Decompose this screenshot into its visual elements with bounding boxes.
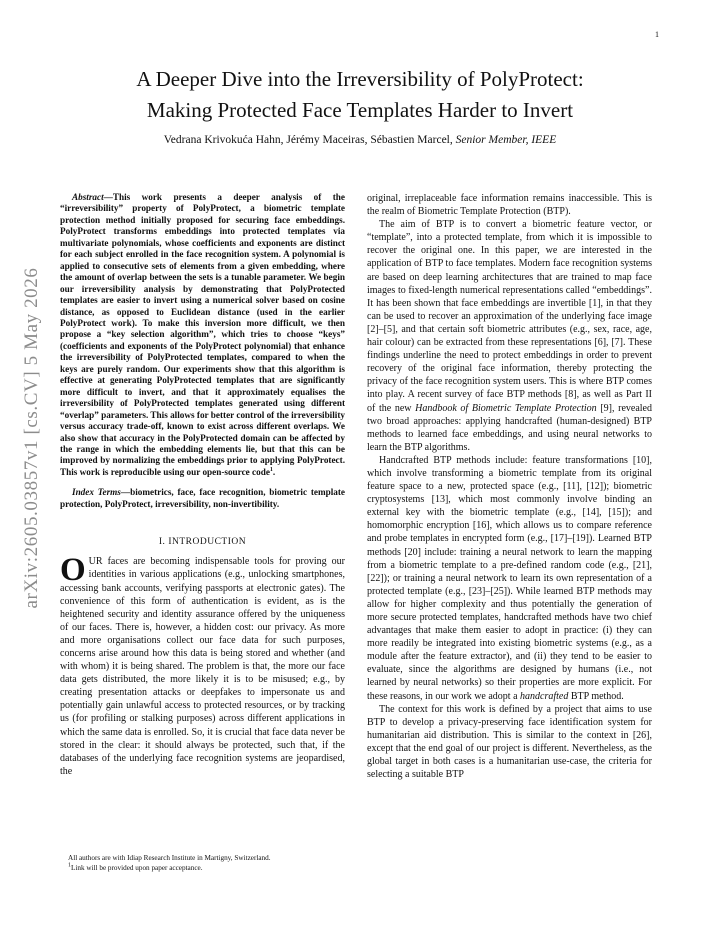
abstract-text: —This work presents a deeper analysis of the “irreversibility” property of PolyProtect, a biometric template protection method initially proposed for securing face embeddings. PolyProtect transforms embeddings into protected templates via multivariate polynomials, whose coefficients and exponents are distinct for each subject enrolled in the face recognition system. A polynomial is applied to consecutive sets of elements from a given embedding, where the amount of overlap between the sets is a tunable parameter. We begin our irreversibility analysis by demonstrating that PolyProtected templates are easier to invert using a numerical solver based on cosine distance, as opposed to Euclidean distance (used in the earlier PolyProtect work). To make this inversion more difficult, we then propose a “key selection algorithm”, which tries to choose “keys” (coefficients and exponents of the PolyProtect polynomial) that enhance the irreversibility of PolyProtected templates, compared to when the keys are purely random. Our experiments show that this algorithm is effective at generating PolyProtected templates that are significantly more difficult to invert, and that it approximately equalises the irreversibility of PolyProtected templates generated using different “overlap” parameters. This allows for better control of the irreversibility versus accuracy trade-off, known to exist across different overlaps. We also show that accuracy in the PolyProtected domain can be affected by the range in which the embedding elements lie, but that this can be improved by normalizing the embeddings prior to applying PolyProtect. This work is reproducible using our open-source code	[60, 192, 345, 477]
arxiv-stamp	[18, 208, 46, 668]
left-column	[60, 192, 345, 778]
section-title-rest: NTRODUCTION	[171, 537, 247, 548]
footnote-link-mark: 1	[68, 862, 71, 869]
paragraph-handcrafted-end: BTP method.	[568, 690, 624, 702]
author-names: Vedrana Krivokuća Hahn, Jérémy Maceiras, Sébastien Marcel,	[163, 134, 453, 146]
index-terms-text: —biometrics, face, face recognition, biometric template protection, PolyProtect, irreversibility, non-invertibility.	[60, 487, 346, 509]
paragraph-btp-aim-end: [9], revealed two broad approaches: applying handcrafted (human-designed) BTP methods to learned face embeddings, and using neural networks to learn the BTP algorithms.	[367, 402, 652, 453]
footnotes	[60, 853, 345, 873]
author-line	[60, 134, 660, 146]
paragraph-btp-aim-text: The aim of BTP is to convert a biometric feature vector, or “template”, into a protected template, from which it is impossible to recover the original one. In this paper, we are interested in the application of BTP to face templates. Modern face recognition systems are based on deep learning architectures that are trained to map face images to fixed-length numerical representations called “embeddings”. It has been shown that face embeddings are invertible [1], in that they can be used to recover an approximation of the underlying face image [2]–[5], and that certain soft biometric attributes (e.g., sex, race, age, hair colour) can be extracted from these representations [6], [7]. These findings underline the need to protect embeddings in order to prevent recovery of the original face information, thereby protecting the privacy of the face recognition system users. This is where BTP comes into play. A recent survey of face BTP methods [8], as well as Part II of the new	[367, 219, 652, 414]
handcrafted-emphasis: handcrafted	[520, 690, 569, 702]
footnote-link-text: Link will be provided upon paper acceptance.	[71, 864, 203, 872]
section-title-first: I	[168, 537, 172, 548]
footnote-affiliation: All authors are with Idiap Research Institute in Martigny, Switzerland.	[68, 854, 271, 862]
title-line-2: Making Protected Face Templates Harder to Invert	[146, 98, 574, 122]
paragraph-btp-aim	[367, 218, 652, 454]
footnote-mark: 1	[269, 466, 273, 473]
handbook-title: Handbook of Biometric Template Protection	[415, 402, 597, 414]
arxiv-identifier: arXiv:2605.03857v1 [cs.CV] 5 May 2026	[21, 267, 42, 609]
paragraph-handcrafted	[367, 454, 652, 703]
index-terms	[60, 487, 345, 510]
section-numeral: I.	[158, 537, 169, 548]
index-terms-label: Index Terms	[72, 487, 121, 498]
author-membership: Senior Member, IEEE	[455, 134, 557, 146]
title-line-1: A Deeper Dive into the Irreversibility of PolyProtect:	[136, 67, 584, 91]
section-heading-introduction	[60, 536, 345, 549]
abstract-label: Abstract	[72, 192, 104, 202]
right-column	[367, 192, 652, 781]
paragraph-btp-realm: original, irreplaceable face information remains inaccessible. This is the realm of Biometric Template Protection (BTP).	[367, 193, 652, 218]
intro-paragraph	[60, 552, 345, 778]
intro-text: UR faces are becoming indispensable tools for proving our identities in various applications (e.g., unlocking smartphones, accessing bank accounts, verifying passports at electronic gates). The convenience of this form of authentication is evident, as is the heightened security and identity assurance offered by the uniqueness of our faces. There is, however, a hidden cost: our privacy. As more and more organisations collect our face data for such purposes, concerns arise around how this data is being stored and whether (and with whom) it is being shared. The problem is that, the more our face data gets distributed, the more likely it is to be misused; e.g., by creating presentation attacks or deepfakes to impersonate us and potentially gain unlawful access to protected resources, or by tracking us (for profiling or stalking purposes) across different applications in which the same data is enrolled. So, it is crucial that face data never be stored in the clear: it should always be protected, such that, if the databases of the underlying face recognition systems are jeopardised, the	[60, 556, 345, 777]
footnote-link	[60, 863, 345, 873]
drop-cap: O	[60, 552, 86, 589]
paragraph-handcrafted-text: Handcrafted BTP methods include: feature transformations [10], which involve transforming a biometric template from its original feature space to a new, protected space (e.g., [11], [12]); biometric cryptosystems [13], which most commonly involve binding an external key with the biometric template (e.g., [14], [15]); and homomorphic encryption [16], which allows us to compare reference and probe templates in encrypted form (e.g., [17]–[19]). Learned BTP methods [20] include: training a neural network to learn the mapping from a biometric template to a pre-defined random code (e.g., [21], [22]); or training a neural network to learn its own representation of a protected template (e.g., [23]–[25]). While learned BTP methods may allow for higher complexity and thus potentially the generation of more secure protected templates, handcrafted methods have two chief advantages that make them easier to adopt in practice: (i) they can more readily be integrated into existing biometric systems (e.g., as a module after the feature extractor), and (ii) they tend to be easier to evaluate, since the algorithms are designed by humans (i.e., not learned by neural networks) so their properties are more explicit. For these reasons, in our work we adopt a	[367, 454, 652, 702]
abstract-end: .	[272, 466, 276, 477]
paragraph-context: The context for this work is defined by a project that aims to use BTP to develop a privacy-preserving face identification system for humanitarian aid distribution. This is similar to the context in [26], except that the end goal of our project is different. Nevertheless, as the global target in both cases is a humanitarian use-case, the criteria for selecting a suitable BTP	[367, 703, 652, 781]
paper-title	[60, 64, 660, 126]
page-number: 1	[655, 30, 659, 39]
abstract	[60, 192, 345, 478]
